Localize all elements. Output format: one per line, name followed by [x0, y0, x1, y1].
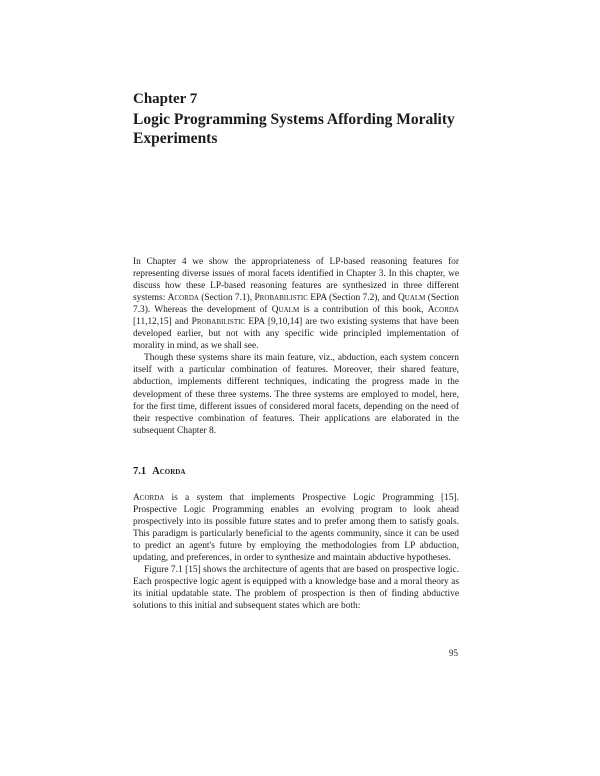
intro-paragraph-2: Though these systems share its main feature, viz., abduction, each system concern itself with a particular combination of features. Moreover, their shared feature, abduction, implements different techniques, indicating the progress made in the development of these three systems. The three systems are employed to model, here, for the first time, different issues of considered moral facets, depending on the need of their respective combination of features. Their applications are elaborated in the subsequent Chapter 8.	[133, 353, 459, 436]
chapter-label: Chapter 7	[133, 91, 198, 107]
page-number: 95	[449, 648, 458, 658]
chapter-title: Logic Programming Systems Affording Morality Experiments	[133, 111, 455, 147]
intro-paragraph-1: In Chapter 4 we show the appropriateness of LP-based reasoning features for representing diverse issues of moral facets identified in Chapter 3. In this chapter, we discuss how these LP-based reasoning features are synthesized in three different systems: Acorda (Section 7.1), Probabilistic EPA (Section 7.2), and Qualm (Section 7.3). Whereas the development of Qualm is a contribution of this book, Acorda [11,12,15] and Probabilistic EPA [9,10,14] are two existing systems that have been developed earlier, but not with any specific wide principled implementation of morality in mind, as we shall see.	[133, 257, 459, 352]
section-paragraph-2: Figure 7.1 [15] shows the architecture of agents that are based on prospective logic. Each prospective logic agent is equipped with a knowledge base and a moral theory as its initial updatable state. The problem of prospection is then of finding abductive solutions to this initial and subsequent states which are both:	[133, 565, 459, 612]
section-paragraph-1: Acorda is a system that implements Prospective Logic Programming [15]. Prospective Logic Programming enables an evolving program to look ahead prospectively into its possible future states and to prefer among them to satisfy goals. This paradigm is particularly beneficial to the agents community, since it can be used to predict an agent's future by employing the methodologies from LP abduction, updating, and preferences, in order to synthesize and maintain abductive hypotheses.	[133, 493, 459, 564]
section-title: Acorda	[152, 466, 186, 477]
section-number: 7.1	[133, 466, 147, 477]
section-heading	[133, 466, 185, 477]
chapter-introduction	[133, 256, 459, 437]
section-body	[133, 492, 459, 612]
